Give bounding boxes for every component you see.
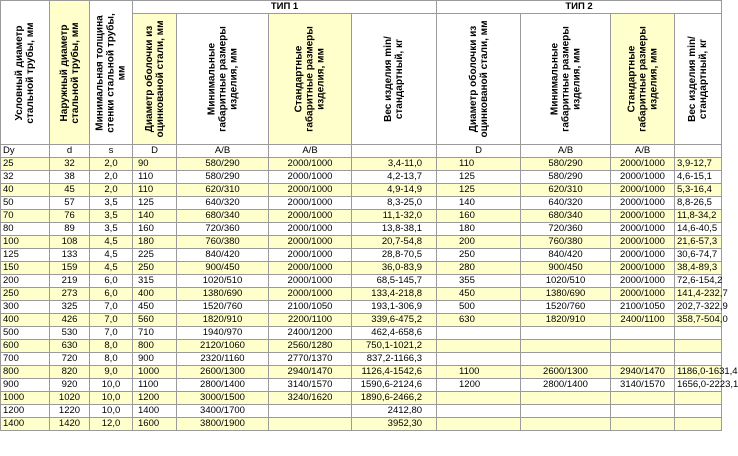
cell-t2-weight: 202,7-322,9	[675, 301, 722, 314]
cell-nominal-diameter: 400	[1, 314, 50, 327]
table-body	[1, 145, 738, 431]
cell-t1-weight: 193,1-306,9	[352, 301, 437, 314]
table-row	[1, 184, 722, 197]
symbol-cell: D	[133, 145, 177, 158]
cell-t1-std-size: 2560/1280	[269, 340, 352, 353]
header-t2-weight: Вес изделия min/стандартный, кг	[675, 14, 722, 145]
cell-t2-std-size: 2100/1050	[611, 301, 675, 314]
cell-t1-min-size: 1940/970	[177, 327, 269, 340]
cell-t2-weight: 1186,0-1631,4	[675, 366, 722, 379]
cell-t2-weight: 3,9-12,7	[675, 158, 722, 171]
header-t2-min-size: Минимальные габаритные размеры изделия, мм	[521, 14, 611, 145]
cell-t2-min-size	[521, 353, 611, 366]
cell-nominal-diameter: 900	[1, 379, 50, 392]
cell-t2-weight: 4,6-15,1	[675, 171, 722, 184]
cell-wall-thickness: 3,5	[90, 210, 133, 223]
cell-t2-weight: 38,4-89,3	[675, 262, 722, 275]
cell-t2-min-size	[521, 327, 611, 340]
cell-t1-std-size: 2000/1000	[269, 288, 352, 301]
cell-t1-std-size: 2000/1000	[269, 249, 352, 262]
cell-nominal-diameter: 600	[1, 340, 50, 353]
cell-t1-min-size: 2320/1160	[177, 353, 269, 366]
cell-t1-shell-diameter: 1000	[133, 366, 177, 379]
cell-t1-shell-diameter: 180	[133, 236, 177, 249]
cell-t2-shell-diameter: 200	[437, 236, 521, 249]
cell-t1-shell-diameter: 90	[133, 158, 177, 171]
cell-nominal-diameter: 70	[1, 210, 50, 223]
cell-nominal-diameter: 250	[1, 288, 50, 301]
cell-wall-thickness: 7,0	[90, 327, 133, 340]
cell-t1-weight: 750,1-1021,2	[352, 340, 437, 353]
cell-t2-min-size: 680/340	[521, 210, 611, 223]
header-min-wall: Минимальная толщина стенки стальной трубы, мм	[90, 1, 133, 145]
cell-t2-std-size	[611, 405, 675, 418]
cell-t2-std-size: 2940/1470	[611, 366, 675, 379]
cell-t1-min-size: 1820/910	[177, 314, 269, 327]
cell-t1-std-size: 2000/1000	[269, 171, 352, 184]
cell-t2-weight	[675, 392, 722, 405]
cell-nominal-diameter: 1000	[1, 392, 50, 405]
cell-t1-weight: 11,1-32,0	[352, 210, 437, 223]
cell-nominal-diameter: 700	[1, 353, 50, 366]
cell-t2-weight: 21,6-57,3	[675, 236, 722, 249]
cell-t1-shell-diameter: 140	[133, 210, 177, 223]
table-row	[1, 353, 722, 366]
cell-t1-std-size: 2000/1000	[269, 236, 352, 249]
cell-t1-shell-diameter: 250	[133, 262, 177, 275]
cell-outer-diameter: 530	[50, 327, 90, 340]
cell-outer-diameter: 1420	[50, 418, 90, 431]
cell-t2-weight: 5,3-16,4	[675, 184, 722, 197]
cell-t1-std-size: 2000/1000	[269, 275, 352, 288]
symbol-cell	[352, 145, 437, 158]
table-row	[1, 392, 722, 405]
cell-outer-diameter: 159	[50, 262, 90, 275]
cell-t1-min-size: 3000/1500	[177, 392, 269, 405]
cell-t2-shell-diameter	[437, 353, 521, 366]
cell-t2-std-size	[611, 418, 675, 431]
cell-t1-std-size: 3240/1620	[269, 392, 352, 405]
table-row	[1, 249, 722, 262]
cell-t1-min-size: 2800/1400	[177, 379, 269, 392]
table-row	[1, 314, 722, 327]
cell-t1-shell-diameter: 1200	[133, 392, 177, 405]
header-t1-shell-diameter: Диаметр оболочки из оцинкованой стали, мм	[133, 14, 177, 145]
cell-t2-std-size: 2400/1100	[611, 314, 675, 327]
cell-nominal-diameter: 1200	[1, 405, 50, 418]
cell-wall-thickness: 4,5	[90, 262, 133, 275]
cell-t1-std-size: 2940/1470	[269, 366, 352, 379]
cell-t2-weight	[675, 327, 722, 340]
cell-t1-min-size: 840/420	[177, 249, 269, 262]
cell-outer-diameter: 920	[50, 379, 90, 392]
table-row	[1, 288, 722, 301]
cell-t1-weight: 1890,6-2466,2	[352, 392, 437, 405]
cell-outer-diameter: 720	[50, 353, 90, 366]
table-row	[1, 418, 722, 431]
cell-t2-std-size: 2000/1000	[611, 158, 675, 171]
cell-t1-shell-diameter: 800	[133, 340, 177, 353]
table-row	[1, 262, 722, 275]
cell-t2-std-size: 2000/1000	[611, 223, 675, 236]
cell-t1-std-size: 2200/1100	[269, 314, 352, 327]
cell-wall-thickness: 2,0	[90, 184, 133, 197]
symbol-cell: s	[90, 145, 133, 158]
cell-t2-shell-diameter	[437, 405, 521, 418]
group-header-row	[1, 1, 722, 14]
cell-t2-weight: 8,8-26,5	[675, 197, 722, 210]
table-row	[1, 236, 722, 249]
cell-wall-thickness: 4,5	[90, 249, 133, 262]
cell-t1-shell-diameter: 400	[133, 288, 177, 301]
cell-t2-shell-diameter	[437, 340, 521, 353]
table-row	[1, 171, 722, 184]
header-t1-min-size: Минимальные габаритные размеры изделия, мм	[177, 14, 269, 145]
cell-t2-min-size: 720/360	[521, 223, 611, 236]
header-t2-std-size: Стандартные габаритные размеры изделия, мм	[611, 14, 675, 145]
cell-t2-min-size: 760/380	[521, 236, 611, 249]
cell-t2-std-size: 2000/1000	[611, 184, 675, 197]
cell-outer-diameter: 108	[50, 236, 90, 249]
cell-t2-min-size: 2600/1300	[521, 366, 611, 379]
cell-t1-weight: 3,4-11,0	[352, 158, 437, 171]
header-t1-weight: Вес изделия min/стандартный, кг	[352, 14, 437, 145]
cell-t1-min-size: 1380/690	[177, 288, 269, 301]
table-row	[1, 379, 722, 392]
cell-t2-std-size: 2000/1000	[611, 249, 675, 262]
cell-t2-shell-diameter: 1200	[437, 379, 521, 392]
cell-nominal-diameter: 80	[1, 223, 50, 236]
cell-wall-thickness: 10,0	[90, 405, 133, 418]
cell-t2-min-size	[521, 405, 611, 418]
cell-wall-thickness: 12,0	[90, 418, 133, 431]
cell-t2-shell-diameter: 110	[437, 158, 521, 171]
cell-t2-std-size: 3140/1570	[611, 379, 675, 392]
header-t1-std-size: Стандартные габаритные размеры изделия, мм	[269, 14, 352, 145]
cell-outer-diameter: 133	[50, 249, 90, 262]
cell-t2-weight: 11,8-34,2	[675, 210, 722, 223]
cell-t1-shell-diameter: 160	[133, 223, 177, 236]
cell-t1-weight: 339,6-475,2	[352, 314, 437, 327]
cell-t2-min-size: 1520/760	[521, 301, 611, 314]
cell-t1-std-size: 2000/1000	[269, 262, 352, 275]
cell-t2-weight	[675, 353, 722, 366]
table-row	[1, 158, 722, 171]
cell-t1-shell-diameter: 560	[133, 314, 177, 327]
cell-t1-std-size: 2000/1000	[269, 158, 352, 171]
cell-t1-weight: 28,8-70,5	[352, 249, 437, 262]
cell-outer-diameter: 630	[50, 340, 90, 353]
cell-t1-min-size: 680/340	[177, 210, 269, 223]
cell-t1-weight: 68,5-145,7	[352, 275, 437, 288]
cell-wall-thickness: 6,0	[90, 275, 133, 288]
cell-t1-weight: 13,8-38,1	[352, 223, 437, 236]
header-nominal-diameter: Условный диаметр стальной трубы, мм	[1, 1, 50, 145]
cell-nominal-diameter: 125	[1, 249, 50, 262]
cell-wall-thickness: 7,0	[90, 301, 133, 314]
cell-t2-std-size: 2000/1000	[611, 210, 675, 223]
cell-wall-thickness: 2,0	[90, 171, 133, 184]
cell-t2-weight	[675, 418, 722, 431]
cell-t2-std-size: 2000/1000	[611, 275, 675, 288]
cell-t2-min-size: 580/290	[521, 158, 611, 171]
cell-t1-min-size: 3800/1900	[177, 418, 269, 431]
cell-t1-min-size: 640/320	[177, 197, 269, 210]
cell-outer-diameter: 273	[50, 288, 90, 301]
cell-t2-min-size: 620/310	[521, 184, 611, 197]
cell-wall-thickness: 2,0	[90, 158, 133, 171]
symbol-cell	[675, 145, 722, 158]
cell-t1-weight: 3952,30	[352, 418, 437, 431]
cell-t1-std-size: 2000/1000	[269, 184, 352, 197]
cell-t1-shell-diameter: 110	[133, 184, 177, 197]
table-row	[1, 223, 722, 236]
cell-t2-weight: 30,6-74,7	[675, 249, 722, 262]
cell-t2-shell-diameter: 180	[437, 223, 521, 236]
header-t2-shell-diameter: Диаметр оболочки из оцинкованой стали, мм	[437, 14, 521, 145]
table-row	[1, 366, 722, 379]
cell-outer-diameter: 325	[50, 301, 90, 314]
cell-outer-diameter: 76	[50, 210, 90, 223]
cell-wall-thickness: 9,0	[90, 366, 133, 379]
cell-t2-std-size	[611, 327, 675, 340]
group-type2: ТИП 2	[437, 1, 722, 14]
cell-t1-std-size: 2000/1000	[269, 197, 352, 210]
cell-t1-weight: 133,4-218,8	[352, 288, 437, 301]
cell-t1-weight: 837,2-1166,3	[352, 353, 437, 366]
cell-t1-shell-diameter: 315	[133, 275, 177, 288]
cell-t2-shell-diameter	[437, 327, 521, 340]
cell-wall-thickness: 10,0	[90, 392, 133, 405]
cell-t1-shell-diameter: 710	[133, 327, 177, 340]
cell-t2-std-size: 2000/1000	[611, 197, 675, 210]
cell-t1-weight: 8,3-25,0	[352, 197, 437, 210]
cell-t2-min-size: 840/420	[521, 249, 611, 262]
cell-t1-min-size: 1020/510	[177, 275, 269, 288]
cell-wall-thickness: 3,5	[90, 223, 133, 236]
cell-nominal-diameter: 25	[1, 158, 50, 171]
cell-t1-weight: 4,9-14,9	[352, 184, 437, 197]
cell-t1-weight: 462,4-658,6	[352, 327, 437, 340]
cell-t2-std-size	[611, 392, 675, 405]
cell-t1-min-size: 620/310	[177, 184, 269, 197]
symbol-cell: A/B	[269, 145, 352, 158]
cell-t2-shell-diameter: 355	[437, 275, 521, 288]
cell-t1-min-size: 1520/760	[177, 301, 269, 314]
cell-t2-shell-diameter: 500	[437, 301, 521, 314]
cell-t2-shell-diameter: 125	[437, 184, 521, 197]
symbol-cell: D	[437, 145, 521, 158]
cell-t1-shell-diameter: 900	[133, 353, 177, 366]
cell-t1-std-size: 2400/1200	[269, 327, 352, 340]
cell-t2-shell-diameter	[437, 392, 521, 405]
symbol-cell: A/B	[521, 145, 611, 158]
cell-nominal-diameter: 300	[1, 301, 50, 314]
table-row	[1, 275, 722, 288]
cell-wall-thickness: 8,0	[90, 340, 133, 353]
cell-t1-min-size: 900/450	[177, 262, 269, 275]
cell-t1-min-size: 2120/1060	[177, 340, 269, 353]
cell-t1-std-size	[269, 418, 352, 431]
cell-outer-diameter: 1020	[50, 392, 90, 405]
cell-nominal-diameter: 150	[1, 262, 50, 275]
cell-t1-shell-diameter: 225	[133, 249, 177, 262]
cell-t1-min-size: 580/290	[177, 158, 269, 171]
cell-t2-min-size: 900/450	[521, 262, 611, 275]
cell-t1-min-size: 720/360	[177, 223, 269, 236]
symbol-cell: d	[50, 145, 90, 158]
cell-t2-weight: 358,7-504,0	[675, 314, 722, 327]
cell-t1-shell-diameter: 1600	[133, 418, 177, 431]
cell-t2-weight: 14,6-40,5	[675, 223, 722, 236]
cell-t2-min-size: 2800/1400	[521, 379, 611, 392]
cell-t1-weight: 1126,4-1542,6	[352, 366, 437, 379]
cell-t1-weight: 4,2-13,7	[352, 171, 437, 184]
cell-t2-min-size	[521, 340, 611, 353]
cell-nominal-diameter: 200	[1, 275, 50, 288]
symbol-row	[1, 145, 722, 158]
cell-wall-thickness: 4,5	[90, 236, 133, 249]
cell-wall-thickness: 6,0	[90, 288, 133, 301]
cell-wall-thickness: 8,0	[90, 353, 133, 366]
cell-t2-weight	[675, 340, 722, 353]
cell-t2-min-size: 1820/910	[521, 314, 611, 327]
cell-nominal-diameter: 100	[1, 236, 50, 249]
cell-t2-shell-diameter	[437, 418, 521, 431]
header-outer-diameter: Наружный диаметр стальной трубы, мм	[50, 1, 90, 145]
table-row	[1, 301, 722, 314]
cell-t2-std-size: 2000/1000	[611, 262, 675, 275]
table-row	[1, 210, 722, 223]
cell-t2-weight: 1656,0-2223,1	[675, 379, 722, 392]
group-type1: ТИП 1	[133, 1, 437, 14]
cell-t2-std-size	[611, 353, 675, 366]
cell-t1-shell-diameter: 1100	[133, 379, 177, 392]
cell-outer-diameter: 89	[50, 223, 90, 236]
cell-nominal-diameter: 40	[1, 184, 50, 197]
cell-nominal-diameter: 800	[1, 366, 50, 379]
cell-t1-min-size: 760/380	[177, 236, 269, 249]
cell-t2-min-size: 640/320	[521, 197, 611, 210]
cell-t1-std-size: 2000/1000	[269, 223, 352, 236]
cell-t1-min-size: 580/290	[177, 171, 269, 184]
cell-t2-shell-diameter: 630	[437, 314, 521, 327]
cell-t2-std-size	[611, 340, 675, 353]
cell-t1-weight: 1590,6-2124,6	[352, 379, 437, 392]
table-row	[1, 327, 722, 340]
cell-t1-std-size: 3140/1570	[269, 379, 352, 392]
cell-t2-weight: 141,4-232,7	[675, 288, 722, 301]
cell-t1-std-size: 2100/1050	[269, 301, 352, 314]
symbol-cell: A/B	[177, 145, 269, 158]
cell-t2-std-size: 2000/1000	[611, 171, 675, 184]
cell-t2-shell-diameter: 125	[437, 171, 521, 184]
cell-t1-weight: 36,0-83,9	[352, 262, 437, 275]
table-row	[1, 340, 722, 353]
cell-outer-diameter: 32	[50, 158, 90, 171]
cell-outer-diameter: 820	[50, 366, 90, 379]
cell-outer-diameter: 38	[50, 171, 90, 184]
cell-t2-shell-diameter: 280	[437, 262, 521, 275]
cell-t2-min-size: 580/290	[521, 171, 611, 184]
cell-t2-std-size: 2000/1000	[611, 288, 675, 301]
cell-wall-thickness: 3,5	[90, 197, 133, 210]
cell-t2-min-size	[521, 418, 611, 431]
cell-t1-std-size: 2770/1370	[269, 353, 352, 366]
cell-wall-thickness: 7,0	[90, 314, 133, 327]
cell-t2-min-size: 1380/690	[521, 288, 611, 301]
cell-t2-std-size: 2000/1000	[611, 236, 675, 249]
cell-t2-min-size: 1020/510	[521, 275, 611, 288]
cell-t2-shell-diameter: 1100	[437, 366, 521, 379]
cell-t1-shell-diameter: 110	[133, 171, 177, 184]
cell-outer-diameter: 426	[50, 314, 90, 327]
cell-t2-shell-diameter: 160	[437, 210, 521, 223]
cell-t2-shell-diameter: 250	[437, 249, 521, 262]
cell-t2-min-size	[521, 392, 611, 405]
cell-t2-weight	[675, 405, 722, 418]
cell-t1-shell-diameter: 1400	[133, 405, 177, 418]
cell-t1-weight: 20,7-54,8	[352, 236, 437, 249]
cell-nominal-diameter: 1400	[1, 418, 50, 431]
cell-t1-min-size: 2600/1300	[177, 366, 269, 379]
cell-t1-std-size	[269, 405, 352, 418]
cell-nominal-diameter: 500	[1, 327, 50, 340]
cell-t1-shell-diameter: 450	[133, 301, 177, 314]
cell-t1-std-size: 2000/1000	[269, 210, 352, 223]
cell-outer-diameter: 219	[50, 275, 90, 288]
cell-t1-min-size: 3400/1700	[177, 405, 269, 418]
cell-t1-shell-diameter: 125	[133, 197, 177, 210]
cell-t2-weight: 72,6-154,2	[675, 275, 722, 288]
cell-outer-diameter: 1220	[50, 405, 90, 418]
symbol-cell: Dy	[1, 145, 50, 158]
cell-t2-shell-diameter: 450	[437, 288, 521, 301]
cell-outer-diameter: 57	[50, 197, 90, 210]
cell-nominal-diameter: 50	[1, 197, 50, 210]
cell-outer-diameter: 45	[50, 184, 90, 197]
symbol-cell: A/B	[611, 145, 675, 158]
cell-wall-thickness: 10,0	[90, 379, 133, 392]
table-row	[1, 197, 722, 210]
table-row	[1, 405, 722, 418]
cell-nominal-diameter: 32	[1, 171, 50, 184]
cell-t1-weight: 2412,80	[352, 405, 437, 418]
cell-t2-shell-diameter: 140	[437, 197, 521, 210]
